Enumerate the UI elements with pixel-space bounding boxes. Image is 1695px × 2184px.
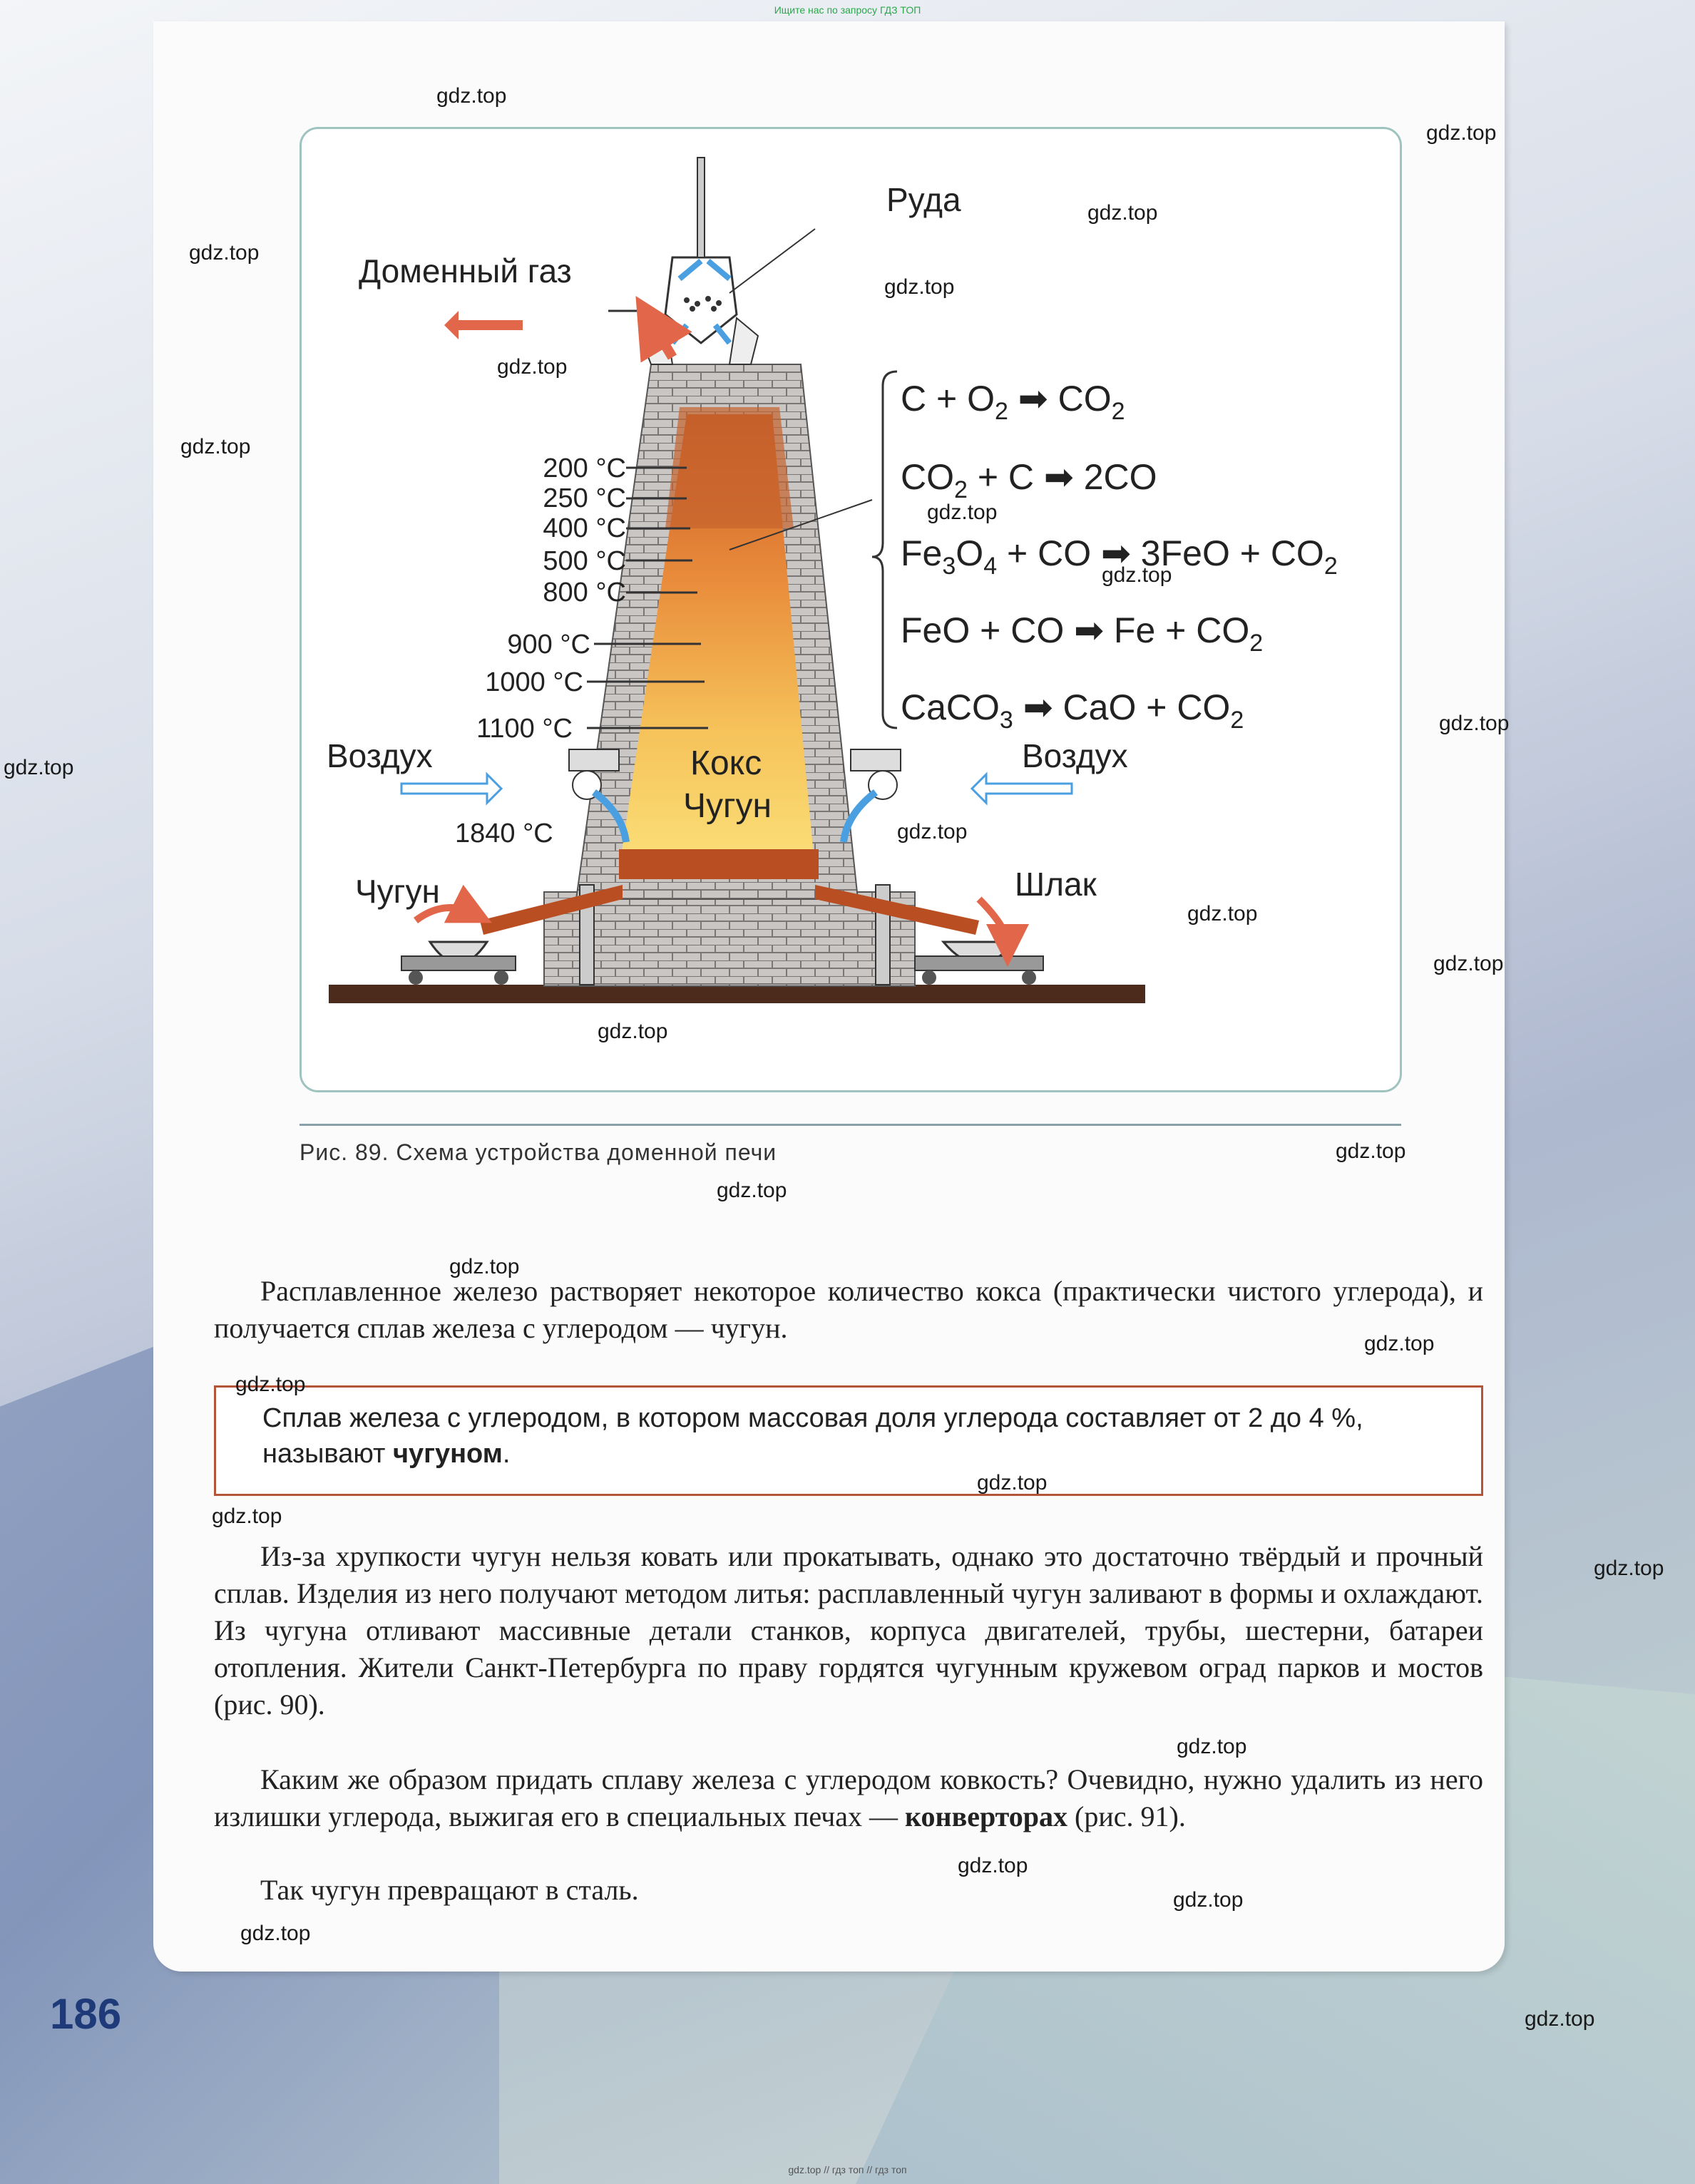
temp-label: 400 °C	[543, 513, 626, 543]
paragraph-3-text	[214, 1761, 1483, 1835]
watermark: gdz.top	[1102, 563, 1172, 587]
watermark: gdz.top	[180, 435, 251, 458]
label-chugun-out: Чугун	[355, 873, 440, 910]
equation-3: $Fe_3O_4$ + CO ➡ $3FeO + CO_2$	[901, 533, 1338, 580]
page-number: 186	[50, 1990, 122, 2038]
watermark: gdz.top	[189, 241, 260, 265]
label-1840: 1840 °C	[455, 819, 553, 849]
paragraph-3	[214, 1761, 1483, 1835]
watermark: gdz.top	[1336, 1139, 1406, 1163]
slag-pour-arrow	[979, 899, 1008, 945]
ruda-pointer	[729, 229, 815, 293]
watermark: gdz.top	[717, 1179, 787, 1202]
temp-label: 800 °C	[543, 578, 626, 607]
equation-1: $C + O_2$ ➡ $CO_2$	[901, 379, 1125, 425]
paragraph-3-after: (рис. 91).	[1067, 1800, 1186, 1832]
watermark: gdz.top	[4, 756, 74, 779]
figure-caption: Рис. 89. Схема устройства доменной печи	[299, 1139, 777, 1165]
watermark: gdz.top	[235, 1373, 306, 1396]
equation-4: FeO + CO ➡ $Fe + CO_2$	[901, 610, 1264, 657]
paragraph-2	[214, 1538, 1483, 1723]
ground	[329, 985, 1145, 1003]
definition-end: .	[502, 1439, 511, 1469]
temp-label: 900 °C	[507, 630, 590, 660]
temp-label: 500 °C	[543, 546, 626, 576]
watermark: gdz.top	[1177, 1735, 1247, 1758]
caption-rule	[299, 1124, 1401, 1126]
watermark: gdz.top	[977, 1471, 1048, 1495]
equation-bracket	[872, 371, 897, 728]
watermark: gdz.top	[436, 84, 507, 108]
watermark: gdz.top	[1364, 1332, 1435, 1355]
gas-arrow	[444, 311, 523, 339]
label-ruda: Руда	[886, 181, 961, 218]
paragraph-4-text: Так чугун превращают в сталь.	[260, 1874, 639, 1906]
watermark: gdz.top	[1433, 952, 1504, 975]
label-gas: Доменный газ	[359, 252, 572, 289]
paragraph-3-before: Каким же образом придать сплаву железа с углеродом ковкость? Очевидно, нужно удалить из него излишки углерода, выжигая его в специальных печах —	[214, 1763, 1483, 1832]
slag-ladle	[915, 942, 1043, 985]
watermark: gdz.top	[1525, 2007, 1595, 2031]
definition-term: чугуном	[392, 1439, 503, 1469]
hopper	[665, 257, 737, 343]
watermark: gdz.top	[884, 275, 955, 299]
figure-box	[299, 127, 1402, 1092]
paragraph-1-text: Расплавленное железо растворяет некоторое количество кокса (практически чистого углерода), и получается сплав железа с углеродом — чугун.	[214, 1275, 1483, 1344]
iron-ladle	[401, 942, 516, 985]
air-arrow-right	[972, 774, 1072, 803]
definition-text: Сплав железа с углеродом, в котором массовая доля углерода составляет от 2 до 4 %, называют	[262, 1403, 1363, 1469]
paragraph-1	[214, 1273, 1483, 1347]
molten-iron-layer	[619, 849, 819, 879]
label-air-left: Воздух	[327, 737, 433, 774]
label-air-right: Воздух	[1022, 737, 1128, 774]
blast-furnace-diagram	[302, 129, 1400, 1090]
equation-2: $CO_2 + C$ ➡ 2CO	[901, 457, 1157, 503]
paragraph-3-term: конверторах	[905, 1800, 1068, 1832]
watermark: gdz.top	[897, 820, 968, 844]
equations	[901, 379, 1338, 734]
equation-5: CaCO$_3$ ➡ CaO + $CO_2$	[901, 687, 1244, 734]
watermark: gdz.top	[1087, 201, 1158, 225]
paragraph-2-text: Из-за хрупкости чугун нельзя ковать или прокатывать, однако это достаточно твёрдый и прочный сплав. Изделия из него получают методом литья: расплавленный чугун заливают в формы и охлаждают. Из чугуна отливают массивные детали станков, корпуса двигателей, трубы, шестерни, батареи отопления. Жители Санкт-Петербурга по праву гордятся чугунным кружевом оград парков и мостов (рис. 90).	[214, 1540, 1483, 1721]
watermark: gdz.top	[1187, 902, 1258, 926]
watermark: gdz.top	[449, 1255, 520, 1278]
bottom-note: gdz.top // гдз топ // гдз топ	[788, 2164, 907, 2175]
air-arrow-left	[401, 774, 501, 803]
paragraph-4	[214, 1872, 1483, 1909]
temp-label: 1000 °C	[485, 667, 583, 697]
watermark: gdz.top	[497, 355, 568, 379]
hopper-side	[729, 318, 758, 364]
watermark: gdz.top	[1594, 1557, 1664, 1580]
hopper-pipe	[697, 158, 705, 257]
watermark: gdz.top	[240, 1922, 311, 1945]
temp-label: 200 °C	[543, 453, 626, 483]
top-note: Ищите нас по запросу ГДЗ ТОП	[774, 4, 921, 16]
temp-label: 250 °C	[543, 483, 626, 513]
temp-label: 1100 °C	[476, 714, 573, 744]
definition-box	[214, 1385, 1483, 1496]
watermark: gdz.top	[598, 1020, 668, 1043]
watermark: gdz.top	[1426, 121, 1497, 145]
label-chugun-inner: Чугун	[683, 787, 772, 825]
label-koks: Кокс	[690, 744, 762, 782]
watermark: gdz.top	[927, 501, 998, 524]
watermark: gdz.top	[1173, 1888, 1244, 1912]
label-shlak: Шлак	[1015, 866, 1097, 903]
watermark: gdz.top	[1439, 712, 1510, 735]
watermark: gdz.top	[212, 1504, 282, 1528]
watermark: gdz.top	[958, 1854, 1028, 1877]
